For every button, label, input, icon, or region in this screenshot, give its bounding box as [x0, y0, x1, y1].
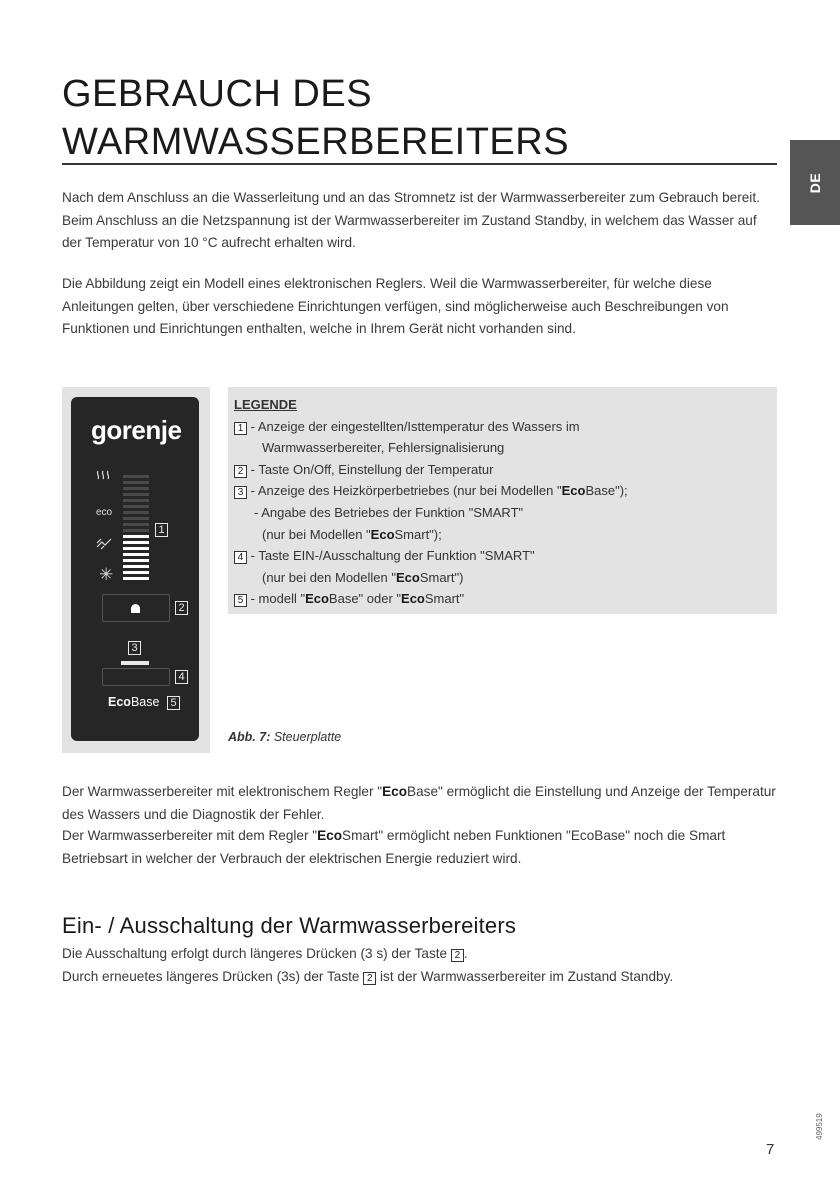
- p5-l2-end: ist der Warmwasserbereiter im Zustand Standby.: [376, 968, 674, 984]
- legend-eco-3c: Eco: [370, 526, 395, 542]
- legend-item-1: [234, 416, 771, 438]
- legend-text-4b: (nur bei den Modellen ": [262, 569, 396, 585]
- on-off-button[interactable]: [102, 594, 170, 622]
- temperature-bar-segment: [123, 481, 149, 484]
- legend-text-3c-end: Smart");: [394, 526, 442, 542]
- temperature-bar-segment: [123, 493, 149, 496]
- temperature-bar-segment: [123, 577, 149, 580]
- legend-text-3c: (nur bei Modellen ": [262, 526, 371, 542]
- legend-item-5: [234, 588, 771, 610]
- p4-end: Smart" ermöglicht neben Funktionen "EcoBase" noch die Smart Betriebsart in welcher der Verbrauch der elektrischen Energie reduziert wird.: [62, 828, 726, 866]
- legend-text-3a-end: Base");: [585, 483, 628, 499]
- ecosmart-paragraph: [62, 825, 777, 870]
- legend-item-3: [234, 480, 771, 502]
- legend-text-5-mid: Base" oder ": [328, 591, 402, 607]
- title-divider: [62, 163, 777, 165]
- brand-logo: gorenje: [91, 415, 182, 445]
- legend-item-3b: - Angabe des Betriebes der Funktion "SMART": [254, 504, 524, 520]
- legend-num-1: 1: [234, 422, 247, 435]
- intro-paragraph: Nach dem Anschluss an die Wasserleitung und an das Stromnetz ist der Warmwasserbereiter zum Gebrauch bereit. Beim Anschluss an die Netzspannung ist der Warmwasserbereiter im Zustand Standby, in welchem das Wasser auf der Temperatur von 10 °C aufrecht erhalten wird.: [62, 190, 760, 250]
- legend-num-4: 4: [234, 551, 247, 564]
- label-2: 2: [175, 601, 188, 615]
- document-code: 499519: [815, 1113, 824, 1140]
- temperature-bar-segment: [123, 517, 149, 520]
- temperature-bar-segment: [123, 529, 149, 532]
- legend-text-5: - modell ": [247, 591, 306, 607]
- temperature-bar-segment: [123, 559, 149, 562]
- legend-item-3c: [234, 524, 771, 546]
- legend-item-4b: [234, 567, 771, 589]
- switch-off-paragraph: [62, 943, 777, 988]
- legend-num-3: 3: [234, 486, 247, 499]
- p5-l1-end: .: [463, 946, 468, 961]
- p4-start: Der Warmwasserbereiter mit dem Regler ": [62, 828, 318, 843]
- model-label: [108, 695, 159, 709]
- model-note-paragraph: Die Abbildung zeigt ein Modell eines elektronischen Reglers. Weil die Warmwasserbereiter, für welche diese Anleitungen gelten, über verschiedene Einrichtungen verfügen, sind möglicherweise auch Beschreibungen von Funktionen und Einrichtungen enthalten, welche in Ihrem Gerät nicht vorhanden sind.: [62, 276, 729, 336]
- caption-label: Abb. 7:: [228, 730, 271, 744]
- model-eco: Eco: [108, 695, 131, 709]
- temperature-bar-segment: [123, 505, 149, 508]
- page-number: 7: [766, 1141, 775, 1158]
- legend-num-2: 2: [234, 465, 247, 478]
- smart-button[interactable]: [102, 668, 170, 686]
- label-1: 1: [155, 523, 168, 537]
- heat-waves-icon: [95, 469, 111, 488]
- legend-item-4: [234, 545, 771, 567]
- p5-l2-start: Durch erneuetes längeres Drücken (3s) der Taste: [62, 968, 364, 984]
- legend-eco-4b: Eco: [395, 569, 420, 585]
- page-title: [62, 70, 777, 166]
- legend-box: [228, 387, 777, 614]
- control-panel-illustration: [71, 397, 199, 741]
- ecobase-paragraph: [62, 781, 777, 826]
- label-4: 4: [175, 670, 188, 684]
- p5-l2-num: 2: [363, 972, 376, 985]
- temperature-bar-segment: [123, 487, 149, 490]
- legend-text-4b-end: Smart"): [419, 569, 464, 585]
- language-tab: [790, 140, 840, 225]
- legend-text-5-end: Smart": [424, 591, 465, 607]
- legend-item-1-cont: Warmwasserbereiter, Fehlersignalisierung: [262, 440, 505, 456]
- snowflake-icon: ✳: [99, 565, 114, 584]
- legend-text-3a: - Anzeige des Heizkörperbetriebes (nur bei Modellen ": [247, 483, 562, 499]
- temperature-bar-segment: [123, 475, 149, 478]
- label-3: 3: [128, 641, 141, 655]
- legend-text-4a: - Taste EIN-/Ausschaltung der Funktion "SMART": [247, 548, 535, 564]
- p5-l1-start: Die Ausschaltung erfolgt durch längeres Drücken (3 s) der Taste: [62, 946, 451, 961]
- temperature-bar-segment: [123, 499, 149, 502]
- temperature-bar-segment: [123, 523, 149, 526]
- heater-indicator: [121, 661, 149, 665]
- temperature-bar-segment: [123, 511, 149, 514]
- legend-eco-3a: Eco: [561, 483, 586, 499]
- switch-off-line-2: [62, 966, 777, 989]
- title-line-1: GEBRAUCH DES: [62, 73, 373, 115]
- temperature-bar-segment: [123, 547, 149, 550]
- temperature-bar-indicator: [123, 475, 149, 583]
- temperature-bar-segment: [123, 541, 149, 544]
- language-tab-label: DE: [807, 172, 823, 193]
- p3-start: Der Warmwasserbereiter mit elektronischem Regler ": [62, 784, 383, 799]
- p4-eco: Eco: [317, 828, 343, 843]
- temperature-bar-segment: [123, 553, 149, 556]
- temperature-bar-segment: [123, 571, 149, 574]
- temperature-bar-segment: [123, 535, 149, 538]
- p3-end: Base" ermöglicht die Einstellung und Anzeige der Temperatur des Wassers und die Diagnostik der Fehler.: [62, 784, 776, 822]
- switch-off-line-1: [62, 943, 777, 966]
- temperature-bar-segment: [123, 565, 149, 568]
- figure-caption: [228, 730, 341, 744]
- legend-text-2: - Taste On/Off, Einstellung der Temperatur: [247, 461, 494, 477]
- model-base: Base: [130, 695, 160, 709]
- legend-title: LEGENDE: [234, 397, 297, 412]
- button-indicator: [131, 604, 140, 613]
- label-5: 5: [167, 696, 180, 710]
- p3-eco: Eco: [382, 784, 408, 799]
- title-line-2: WARMWASSERBEREITERS: [62, 121, 570, 163]
- legend-eco-5b: Eco: [401, 591, 425, 607]
- p5-l1-num: 2: [451, 949, 464, 962]
- section-heading: Ein- / Ausschaltung der Warmwasserbereiters: [62, 913, 517, 938]
- hand-touch-icon: [95, 535, 113, 554]
- eco-label: eco: [96, 507, 113, 518]
- legend-text-1a: - Anzeige der eingestellten/Isttemperatur des Wassers im: [247, 418, 580, 434]
- legend-item-2: [234, 459, 771, 481]
- legend-eco-5a: Eco: [305, 591, 329, 607]
- legend-num-5: 5: [234, 594, 247, 607]
- caption-text: Steuerplatte: [270, 730, 342, 744]
